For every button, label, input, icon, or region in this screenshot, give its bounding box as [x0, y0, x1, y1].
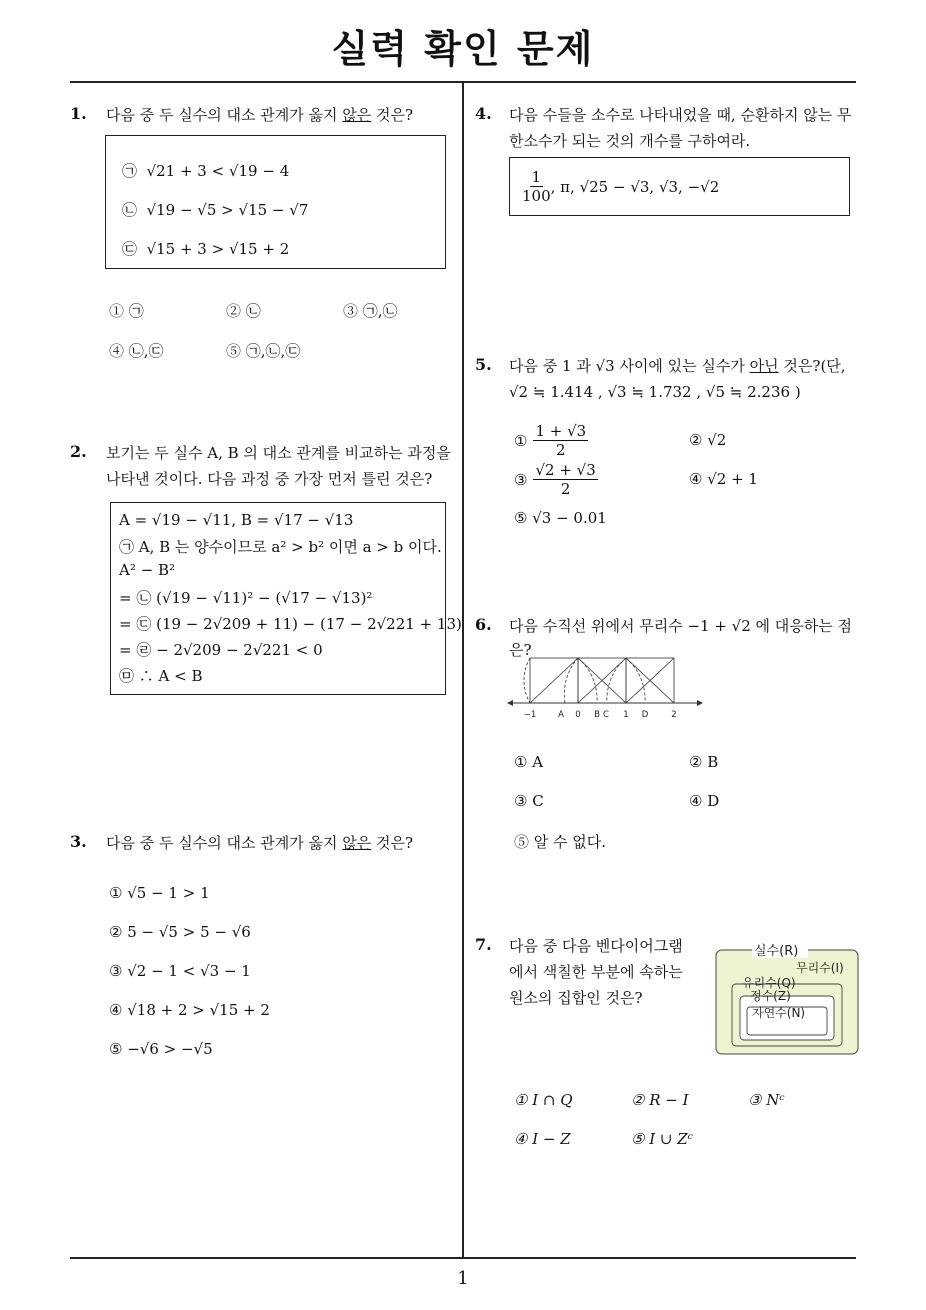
venn-label-integer: 정수(Z)	[750, 989, 791, 1003]
question-1-choice-5[interactable]: ⑤ ㉠,㉡,㉢	[226, 342, 301, 360]
question-3-stem-underlined: 않은	[342, 834, 372, 852]
question-2-line-1: A = √19 − √11, B = √17 − √13	[119, 511, 354, 529]
question-7-choice-5[interactable]: ⑤ I ∪ Zᶜ	[631, 1130, 693, 1148]
question-1-choice-4[interactable]: ④ ㉡,㉢	[109, 342, 164, 360]
axis-label-b: B	[594, 710, 600, 720]
question-6-choice-2[interactable]: ② B	[689, 753, 719, 771]
question-5-stem-underlined: 아닌	[749, 357, 779, 375]
venn-label-irrational: 무리수(I)	[796, 961, 844, 975]
question-5-choice-4[interactable]: ④ √2 + 1	[689, 470, 758, 488]
question-1-stem-text: 다음 중 두 실수의 대소 관계가 옳지	[106, 106, 343, 124]
question-6-stem-line-2: 은?	[509, 641, 532, 659]
question-7-stem-line-1: 다음 중 다음 벤다이어그램	[509, 937, 683, 955]
question-7-choice-4[interactable]: ④ I − Z	[514, 1130, 571, 1148]
axis-label-neg1: −1	[523, 710, 537, 720]
question-5-number: 5.	[475, 355, 492, 374]
question-3-choice-2[interactable]: ② 5 − √5 > 5 − √6	[109, 923, 251, 941]
question-5-stem-line-2: √2 ≒ 1.414 , √3 ≒ 1.732 , √5 ≒ 2.236 )	[509, 383, 801, 401]
axis-label-c: C	[603, 710, 609, 720]
venn-label-real: 실수(R)	[754, 944, 799, 959]
question-1-number: 1.	[70, 104, 87, 123]
question-2-line-3: A² − B²	[119, 561, 175, 579]
question-2-stem-line-1: 보기는 두 실수 A, B 의 대소 관계를 비교하는 과정을	[106, 444, 451, 462]
question-2-box	[110, 502, 462, 695]
question-7-choice-2[interactable]: ② R − I	[631, 1091, 689, 1109]
question-1-stem	[106, 102, 413, 128]
question-2-line-5: = ㉢ (19 − 2√209 + 11) − (17 − 2√221 + 13)	[119, 615, 462, 633]
question-5-choice-1[interactable]: ① $\frac{1 + √3}{2}$	[514, 422, 587, 459]
question-4-number-list	[522, 168, 719, 205]
question-7-number: 7.	[475, 935, 492, 954]
question-2-stem-line-2: 나타낸 것이다. 다음 과정 중 가장 먼저 틀린 것은?	[106, 470, 433, 488]
question-6-choice-5[interactable]: ⑤ 알 수 없다.	[514, 833, 607, 851]
question-6-choice-1[interactable]: ① A	[514, 753, 544, 771]
footer-rule	[70, 1257, 856, 1259]
column-divider	[462, 83, 464, 1258]
axis-label-0: 0	[575, 710, 581, 720]
question-2-line-7: ㉤ ∴ A < B	[119, 667, 203, 685]
question-3-stem-text: 다음 중 두 실수의 대소 관계가 옳지	[106, 834, 343, 852]
question-4-fraction: $\frac{1}{100}$	[522, 168, 551, 205]
question-1-item-1: ㉠ √21 + 3 < √19 − 4	[122, 162, 290, 180]
question-7-choice-1[interactable]: ① I ∩ Q	[514, 1091, 573, 1109]
question-3-stem	[106, 830, 413, 856]
question-1-box	[105, 135, 446, 269]
venn-diagram	[714, 938, 862, 1058]
question-5-choice-5[interactable]: ⑤ √3 − 0.01	[514, 509, 607, 527]
question-1-stem-underlined: 않은	[342, 106, 372, 124]
question-7-stem-line-3: 원소의 집합인 것은?	[509, 989, 643, 1007]
question-2-line-6: = ㉣ − 2√209 − 2√221 < 0	[119, 641, 323, 659]
question-4-stem-line-1: 다음 수들을 소수로 나타내었을 때, 순환하지 않는 무	[509, 106, 852, 124]
number-line-figure	[505, 655, 705, 723]
question-1-choice-1[interactable]: ① ㉠	[109, 302, 144, 320]
axis-label-d: D	[641, 710, 649, 720]
question-5-choice-3[interactable]: ③ $\frac{√2 + √3}{2}$	[514, 461, 596, 498]
axis-label-2: 2	[671, 710, 677, 720]
question-4-list-rest: , π, √25 − √3, √3, −√2	[550, 177, 720, 196]
question-3-stem-end: 것은?	[371, 834, 414, 852]
question-6-choice-4[interactable]: ④ D	[689, 792, 720, 810]
question-2-line-2: ㉠ A, B 는 양수이므로 a² > b² 이면 a > b 이다.	[119, 538, 442, 556]
question-4-stem-line-2: 한소수가 되는 것의 개수를 구하여라.	[509, 132, 751, 150]
question-5-stem-text: 다음 중 1 과 √3 사이에 있는 실수가	[509, 357, 750, 375]
axis-label-1: 1	[623, 710, 629, 720]
question-1-item-2: ㉡ √19 − √5 > √15 − √7	[122, 201, 309, 219]
question-7-stem-line-2: 에서 색칠한 부분에 속하는	[509, 963, 683, 981]
venn-label-rational: 유리수(Q)	[742, 976, 796, 990]
question-3-choice-4[interactable]: ④ √18 + 2 > √15 + 2	[109, 1001, 270, 1019]
axis-label-a: A	[558, 710, 564, 720]
page-number: 1	[457, 1268, 469, 1289]
question-4-number: 4.	[475, 104, 492, 123]
question-2-line-4: = ㉡ (√19 − √11)² − (√17 − √13)²	[119, 589, 373, 607]
question-5-choice-2[interactable]: ② √2	[689, 431, 727, 449]
question-7-choice-3[interactable]: ③ Nᶜ	[748, 1091, 785, 1109]
question-1-item-3: ㉢ √15 + 3 > √15 + 2	[122, 240, 290, 258]
question-3-choice-3[interactable]: ③ √2 − 1 < √3 − 1	[109, 962, 251, 980]
page-title: 실력 확인 문제	[331, 27, 595, 71]
question-6-choice-3[interactable]: ③ C	[514, 792, 544, 810]
question-1-choice-2[interactable]: ② ㉡	[226, 302, 261, 320]
question-3-choice-5[interactable]: ⑤ −√6 > −√5	[109, 1040, 213, 1058]
venn-label-natural: 자연수(N)	[752, 1006, 806, 1020]
question-1-stem-end: 것은?	[371, 106, 414, 124]
question-4-box	[509, 157, 850, 216]
question-5-stem-end: 것은?(단,	[778, 357, 846, 375]
question-6-number: 6.	[475, 615, 492, 634]
question-6-stem-line-1: 다음 수직선 위에서 무리수 −1 + √2 에 대응하는 점	[509, 617, 853, 635]
question-5-stem-line-1	[509, 353, 846, 379]
question-1-choice-3[interactable]: ③ ㉠,㉡	[343, 302, 398, 320]
question-3-number: 3.	[70, 832, 87, 851]
question-2-number: 2.	[70, 442, 87, 461]
question-3-choice-1[interactable]: ① √5 − 1 > 1	[109, 884, 210, 902]
